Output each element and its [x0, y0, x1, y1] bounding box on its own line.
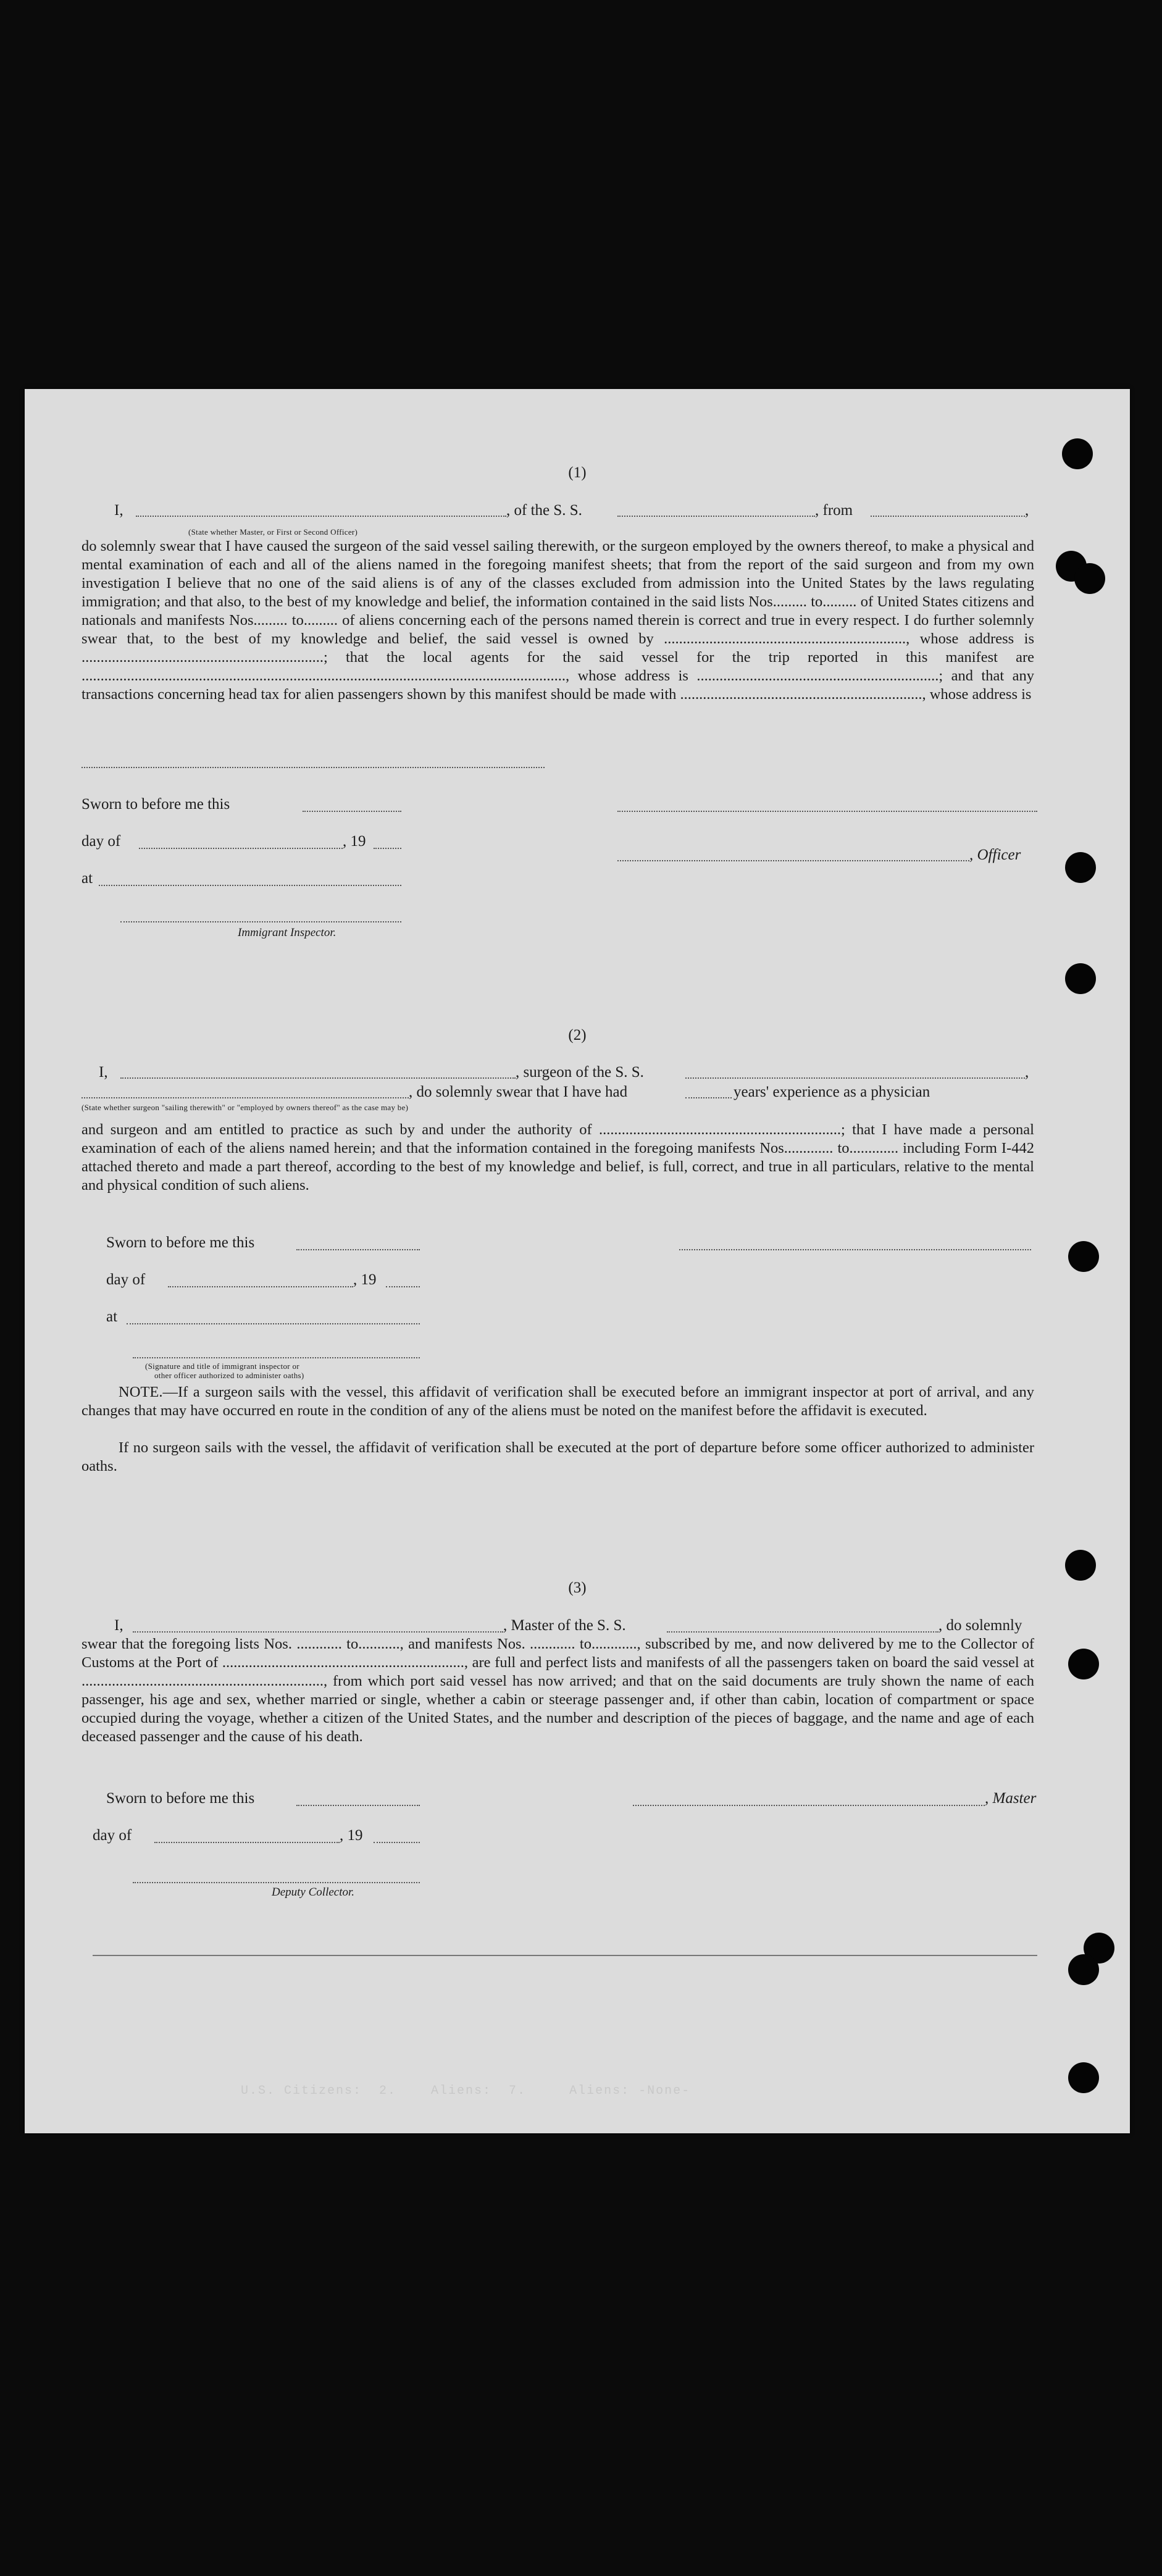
master-ship-blank — [667, 1631, 938, 1633]
day-blank — [139, 848, 343, 849]
punch-hole — [1068, 2062, 1099, 2093]
punch-hole — [1065, 963, 1096, 994]
section-1-body: do solemnly swear that I have caused the surgeon of the said vessel sailing therewith, or the surgeon employed by the owners thereof, to make a physical and mental examination of each and all of the aliens named in the foregoing manifest sheets; that from the report of the said surgeon and from my own investigation I believe that no one of the said aliens is of any of the classes excluded from admission into the United States by the laws regulating immigration; and that also, to the best of my knowledge and belief, the information contained in the said lists Nos......... to......... of United States citizens and nationals and manifests Nos......... to......... of aliens concerning each of the persons named therein is correct and true in every respect. I do further solemnly swear that, to the best of my knowledge and belief, the said vessel is owned by ................................................................, whose address is ................................................................; that the local agents for the said vessel for the trip reported in this manifest are ................................................................................................................................, whose address is ................................................................; and that any transactions concerning head tax for alien passengers shown by this manifest should be made with ................................................................, whose address is — [82, 538, 1034, 703]
master-label — [985, 1789, 1036, 1808]
section-2-day-blank — [168, 1286, 353, 1287]
from-blank — [871, 516, 1025, 517]
year-label: , 19 — [343, 833, 366, 850]
section-2-line-1-label: I, — [99, 1064, 108, 1081]
authorized-signature — [133, 1357, 420, 1358]
section-2-line-end: , — [1025, 1064, 1029, 1081]
section-2-year: , 19 — [353, 1271, 377, 1288]
line-end: , — [1025, 502, 1029, 519]
from-label: , from — [815, 502, 853, 519]
surgeon-name-blank — [120, 1077, 516, 1079]
section-3-day-of: day of — [93, 1827, 132, 1844]
address-blank — [82, 767, 545, 768]
do-solemnly-label: , do solemnly — [938, 1617, 1022, 1634]
inspector-signature — [120, 921, 401, 922]
officer-signature-top — [617, 811, 1037, 812]
year-blank — [374, 848, 401, 849]
officer-signature — [617, 860, 969, 861]
at-blank — [99, 885, 401, 886]
years-label: years' experience as a physician — [734, 1084, 930, 1100]
sworn-blank — [303, 811, 401, 812]
section-3-year: , 19 — [340, 1827, 363, 1844]
signature-caption-2: other officer authorized to administer oaths) — [154, 1371, 304, 1380]
deputy-caption: Deputy Collector. — [272, 1886, 355, 1899]
note-paragraph-1 — [82, 1383, 1034, 1420]
note-label: NOTE. — [119, 1384, 163, 1400]
note-text-2: If no surgeon sails with the vessel, the affidavit of verification shall be executed at the port of departure before some officer authorized to administer oaths. — [82, 1439, 1034, 1474]
surgeon-type-blank — [82, 1097, 409, 1098]
bleed-through-footer: U.S. Citizens: 2. Aliens: 7. Aliens: -None- — [241, 2084, 691, 2098]
section-3-line-1-label: I, — [114, 1617, 123, 1634]
day-of-label: day of — [82, 833, 121, 850]
section-3-body: swear that the foregoing lists Nos. ............ to..........., and manifests Nos. ............ to............, subscribed by me, and now delivered by me to the Collector of Customs at the Port of ................................................................, are full and perfect lists and manifests of all the passengers taken on board the said vessel at ................................................................, from which port said vessel has now arrived; and that on the said documents are truly shown the name of each passenger, his age and sex, whether married or single, whether a cabin or steerage passenger and, if other than cabin, location of compartment or space occupied during the voyage, whether a citizen of the United States, and the number and description of the pieces of baggage, and the name and age of each deceased passenger and the cause of his death. — [82, 1636, 1034, 1745]
deputy-signature — [133, 1882, 420, 1883]
signature-caption-1: (Signature and title of immigrant inspector or — [145, 1361, 299, 1371]
punch-hole — [1074, 563, 1105, 594]
manifest-sheet — [25, 389, 1130, 2133]
section-2-day-of: day of — [106, 1271, 146, 1288]
section-1-caption: (State whether Master, or First or Second Officer) — [188, 527, 358, 537]
solemnly-label: , do solemnly swear that I have had — [409, 1084, 628, 1100]
ship-label: , of the S. S. — [506, 502, 582, 519]
section-3-sworn-blank — [296, 1805, 420, 1806]
sworn-label: Sworn to before me this — [82, 796, 230, 813]
section-1-number: (1) — [568, 464, 587, 481]
punch-hole — [1065, 1550, 1096, 1581]
officer-text: , Officer — [969, 847, 1021, 863]
master-text: , Master — [985, 1790, 1037, 1807]
surgeon-ship-blank — [685, 1077, 1025, 1079]
master-name-blank — [133, 1631, 503, 1633]
section-2-at-blank — [127, 1323, 420, 1324]
note-text-1: —If a surgeon sails with the vessel, this affidavit of verification shall be executed before an immigrant inspector at port of arrival, and any changes that may have occurred en route in the condition of any of the aliens must be noted on the manifest before the affidavit is executed. — [82, 1384, 1034, 1419]
punch-hole — [1065, 852, 1096, 883]
name-blank — [136, 516, 506, 517]
section-3-year-blank — [374, 1842, 420, 1843]
inspector-caption: Immigrant Inspector. — [238, 926, 336, 939]
section-3-number: (3) — [568, 1579, 587, 1596]
master-ship-label: , Master of the S. S. — [503, 1617, 626, 1634]
master-signature — [633, 1805, 985, 1806]
section-2-at: at — [106, 1308, 118, 1325]
section-2-year-blank — [386, 1286, 420, 1287]
section-3-day-blank — [154, 1842, 340, 1843]
surgeon-ship-label: , surgeon of the S. S. — [516, 1064, 644, 1081]
section-2-sworn: Sworn to before me this — [106, 1234, 255, 1251]
bottom-divider — [93, 1955, 1037, 1956]
surgeon-signature — [679, 1249, 1031, 1250]
section-3-sworn: Sworn to before me this — [106, 1790, 255, 1807]
officer-label — [969, 846, 1021, 864]
ship-blank — [617, 516, 815, 517]
years-blank — [685, 1097, 732, 1098]
punch-hole — [1068, 1954, 1099, 1985]
section-2-number: (2) — [568, 1027, 587, 1043]
section-2-body: and surgeon and am entitled to practice as such by and under the authority of ................................................................; that I have made a personal examination of each of the aliens named herein; and that the information contained in the foregoing manifests Nos............. to............. including Form I-442 attached thereto and made a part thereof, according to the best of my knowledge and belief, is full, correct, and true in all particulars, relative to the mental and physical condition of such aliens. — [82, 1121, 1034, 1194]
section-2-caption: (State whether surgeon "sailing therewith" or "employed by owners thereof" as the case may be) — [82, 1103, 409, 1112]
punch-hole — [1068, 1241, 1099, 1272]
punch-hole — [1068, 1649, 1099, 1679]
section-2-sworn-blank — [296, 1249, 420, 1250]
note-paragraph-2 — [82, 1439, 1034, 1476]
at-label: at — [82, 870, 93, 887]
label-i: I, — [114, 502, 123, 519]
